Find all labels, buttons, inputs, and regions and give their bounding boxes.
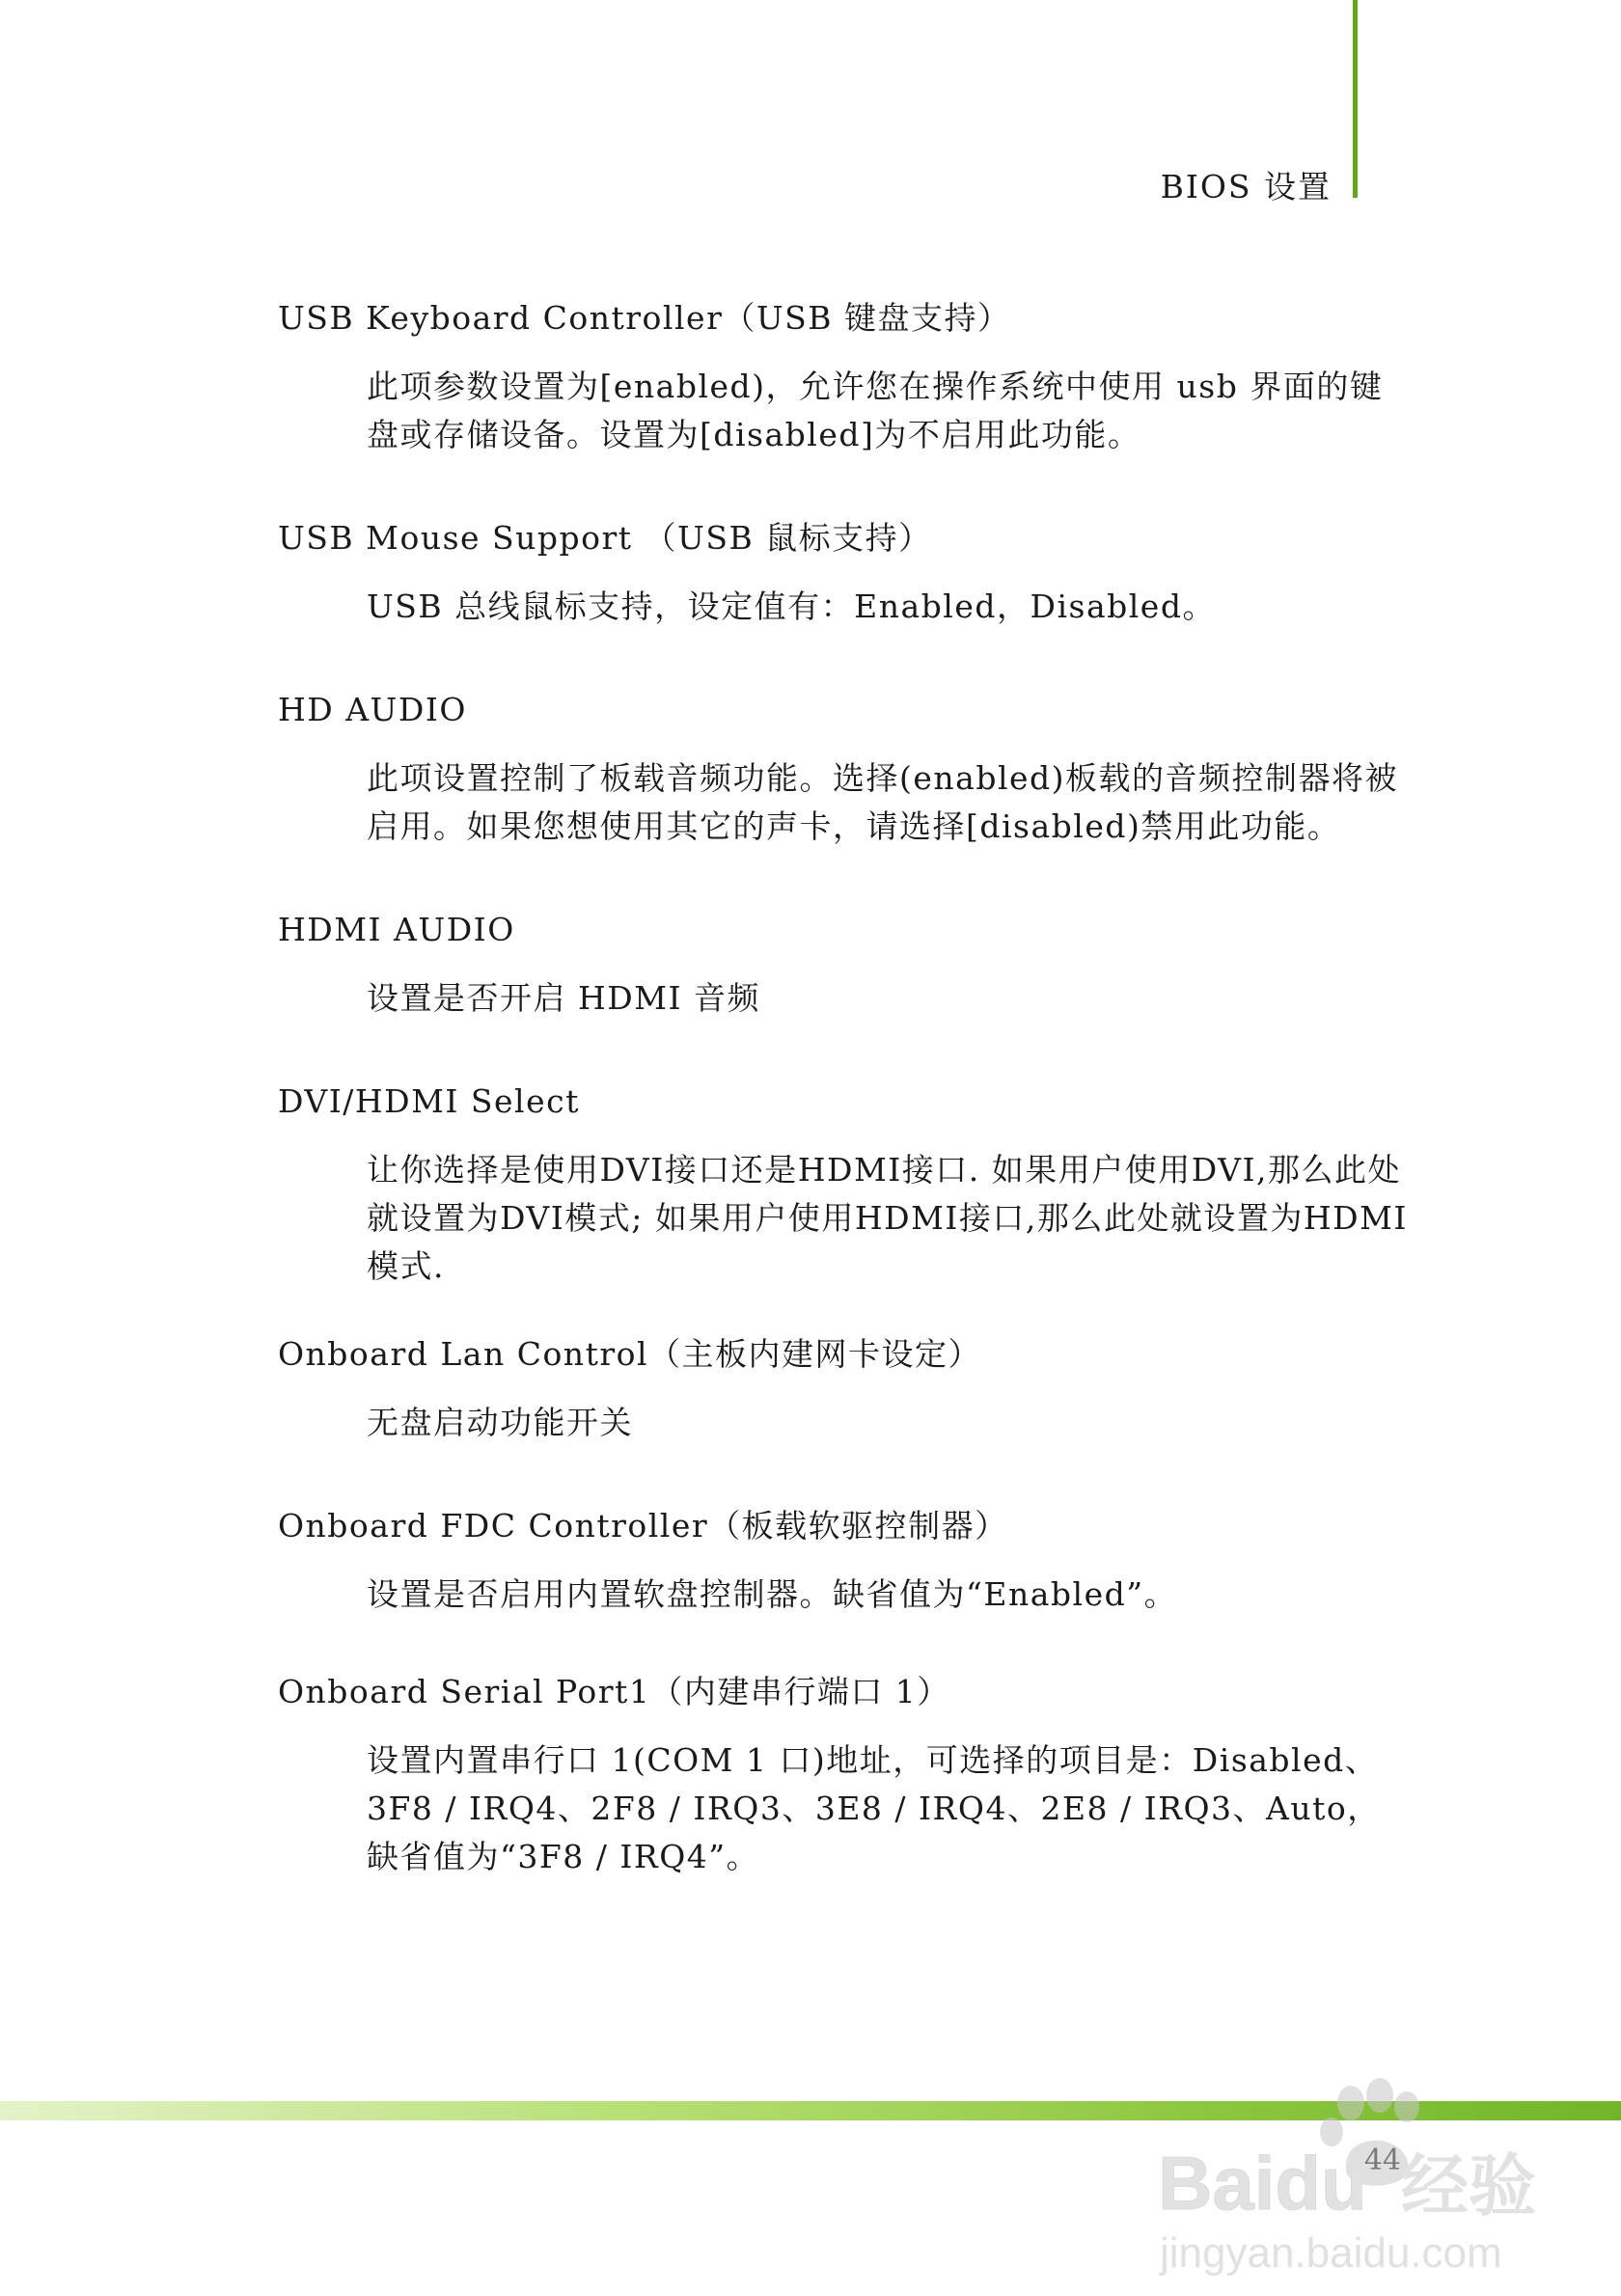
section-heading: USB Keyboard Controller（USB 键盘支持） [278,299,1011,337]
section-dvi-hdmi-select [278,1073,1416,1291]
section-body: USB 总线鼠标支持，设定值有：Enabled，Disabled。 [367,588,1216,625]
section-hd-audio [278,681,1416,851]
section-usb-keyboard [278,289,1416,459]
section-heading: Onboard Serial Port1（内建串行端口 1） [278,1673,950,1710]
baidu-jingyan-watermark [1148,2074,1611,2286]
section-heading: HD AUDIO [278,691,467,728]
section-usb-mouse [278,509,1416,631]
watermark-brand-cn: 经验 [1401,2146,1536,2226]
section-hdmi-audio [278,901,1416,1023]
section-heading: Onboard Lan Control（主板内建网卡设定） [278,1335,982,1373]
section-body: 无盘启动功能开关 [367,1404,633,1441]
header-accent-line [1353,0,1358,198]
section-body: 设置是否开启 HDMI 音频 [367,979,761,1017]
section-onboard-lan [278,1326,1416,1447]
section-heading: Onboard FDC Controller（板载软驱控制器） [278,1507,1008,1544]
document-body [278,289,1416,1881]
section-body: 此项参数设置为[enabled)，允许您在操作系统中使用 usb 界面的键盘或存储设备。设置为[disabled]为不启用此功能。 [367,368,1384,453]
section-body: 设置是否启用内置软盘控制器。缺省值为“Enabled”。 [367,1575,1178,1613]
section-onboard-serial [278,1663,1416,1881]
section-heading: HDMI AUDIO [278,911,515,948]
section-body: 此项设置控制了板载音频功能。选择(enabled)板载的音频控制器将被启用。如果您想使用其它的声卡，请选择[disabled)禁用此功能。 [367,759,1399,845]
page-header-title: BIOS 设置 [1160,168,1332,205]
watermark-url: jingyan.baidu.com [1160,2229,1502,2277]
watermark-brand: Baidu [1158,2141,1367,2226]
section-onboard-fdc [278,1497,1416,1619]
section-heading: DVI/HDMI Select [278,1082,580,1120]
section-heading: USB Mouse Support （USB 鼠标支持） [278,519,932,557]
section-body: 让你选择是使用DVI接口还是HDMI接口. 如果用户使用DVI,那么此处就设置为DVI模式; 如果用户使用HDMI接口,那么此处就设置为HDMI模式. [367,1151,1408,1285]
section-body: 设置内置串行口 1(COM 1 口)地址，可选择的项目是：Disabled、3F8 / IRQ4、2F8 / IRQ3、3E8 / IRQ4、2E8 / IRQ3、Auto，缺省值为“3F8 / IRQ4”。 [367,1741,1381,1875]
